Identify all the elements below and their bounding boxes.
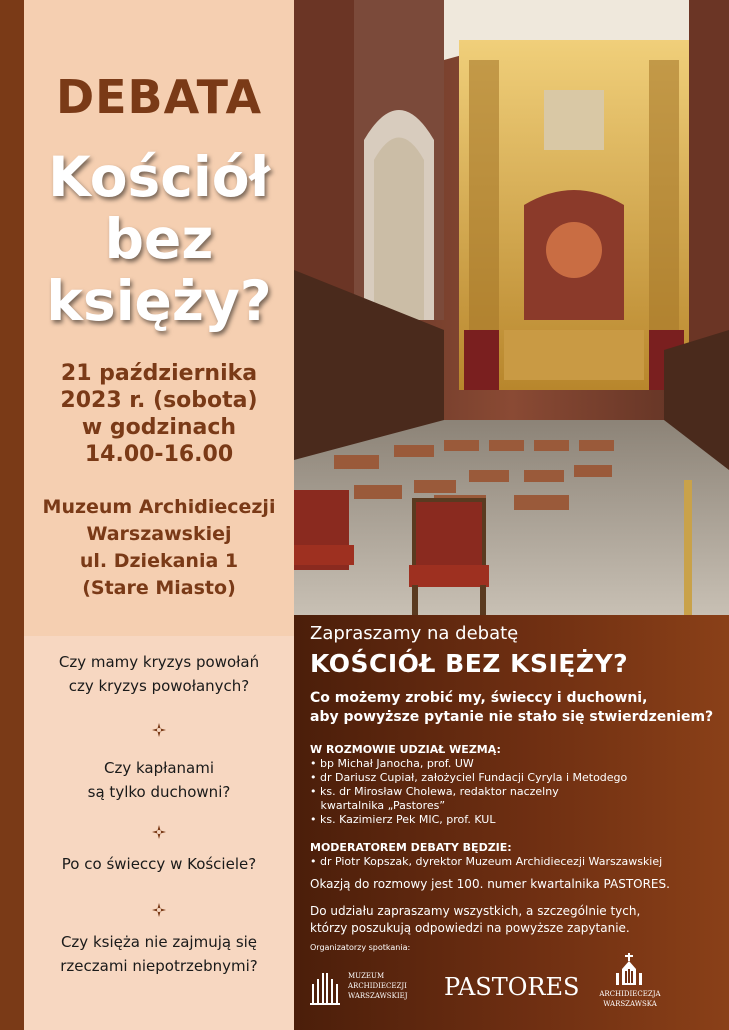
logo-line: MUZEUM xyxy=(348,972,385,980)
date-line: w godzinach xyxy=(81,415,237,440)
speakers-heading: W ROZMOWIE UDZIAŁ WEZMĄ: xyxy=(310,743,501,756)
archdiocese-logo-icon xyxy=(614,953,644,987)
event-details-panel xyxy=(294,615,729,1030)
question-line: Po co świeccy w Kościele? xyxy=(61,855,257,873)
speaker-item: kwartalnika „Pastores” xyxy=(310,799,446,812)
left-info-panel xyxy=(24,0,294,1030)
info-title: KOŚCIÓŁ BEZ KSIĘŻY? xyxy=(310,649,629,678)
question-line: Czy księża nie zajmują się xyxy=(60,933,258,951)
closing-line: Do udziału zapraszamy wszystkich, a szczególnie tych, xyxy=(310,904,641,918)
closing-text xyxy=(310,903,640,937)
closing-line: którzy poszukują odpowiedzi na powyższe zapytanie. xyxy=(310,921,630,935)
moderator-item: • dr Piotr Kopszak, dyrektor Muzeum Archidiecezji Warszawskiej xyxy=(310,855,663,868)
event-kicker: DEBATA xyxy=(55,70,263,124)
logo-line: ARCHIDIECEZJA xyxy=(599,990,661,998)
title-line: księży? xyxy=(46,269,272,333)
event-date xyxy=(24,360,294,468)
museum-logo-icon xyxy=(310,970,340,1006)
date-line: 21 października xyxy=(60,361,258,386)
question-line: Czy kapłanami xyxy=(103,759,215,777)
lead-line: aby powyższe pytanie nie stało się stwierdzeniem? xyxy=(310,709,714,725)
ornament-icon xyxy=(151,824,167,840)
speaker-item: • ks. Kazimierz Pek MIC, prof. KUL xyxy=(310,813,496,826)
logo-line: WARSZAWSKA xyxy=(603,1000,657,1008)
museum-logo-text xyxy=(348,971,408,1001)
date-line: 14.00-16.00 xyxy=(84,442,234,467)
speaker-item: • dr Dariusz Cupiał, założyciel Fundacji Cyryla i Metodego xyxy=(310,771,628,784)
location-line: (Stare Miasto) xyxy=(82,577,236,599)
ornament-icon xyxy=(151,722,167,738)
question-item xyxy=(24,852,294,876)
title-line: Kościół xyxy=(48,145,270,209)
moderator-section xyxy=(310,841,662,869)
question-line: rzeczami niepotrzebnymi? xyxy=(60,957,258,975)
location-line: Warszawskiej xyxy=(86,523,232,545)
pastores-logo: PASTORES xyxy=(444,973,580,1001)
date-line: 2023 r. (sobota) xyxy=(60,388,258,413)
logo-line: ARCHIDIECEZJI xyxy=(348,982,407,990)
question-line: są tylko duchowni? xyxy=(87,783,231,801)
organizers-label: Organizatorzy spotkania: xyxy=(310,943,411,952)
lead-line: Co możemy zrobić my, świeccy i duchowni, xyxy=(310,690,648,706)
invite-text: Zapraszamy na debatę xyxy=(310,623,519,644)
question-item xyxy=(24,650,294,698)
speakers-section xyxy=(310,743,627,827)
question-item xyxy=(24,756,294,804)
logo-line: WARSZAWSKIEJ xyxy=(348,992,408,1000)
question-item xyxy=(24,930,294,978)
moderator-heading: MODERATOREM DEBATY BĘDZIE: xyxy=(310,841,512,854)
event-title xyxy=(24,146,294,332)
event-location xyxy=(24,494,294,602)
question-line: czy kryzys powołanych? xyxy=(68,677,250,695)
archdiocese-logo-text xyxy=(592,989,668,1009)
location-line: Muzeum Archidiecezji xyxy=(42,496,276,518)
occasion-text: Okazją do rozmowy jest 100. numer kwartalnika PASTORES. xyxy=(310,877,670,891)
cathedral-illustration xyxy=(294,0,729,615)
location-line: ul. Dziekania 1 xyxy=(79,550,239,572)
questions-section xyxy=(24,636,294,1030)
title-line: bez xyxy=(104,207,214,271)
lead-text xyxy=(310,689,713,727)
question-line: Czy mamy kryzys powołań xyxy=(58,653,260,671)
speaker-item: • bp Michał Janocha, prof. UW xyxy=(310,757,474,770)
ornament-icon xyxy=(151,902,167,918)
speaker-item: • ks. dr Mirosław Cholewa, redaktor naczelny xyxy=(310,785,559,798)
cathedral-interior-photo xyxy=(294,0,729,615)
left-brown-strip xyxy=(0,0,24,1030)
